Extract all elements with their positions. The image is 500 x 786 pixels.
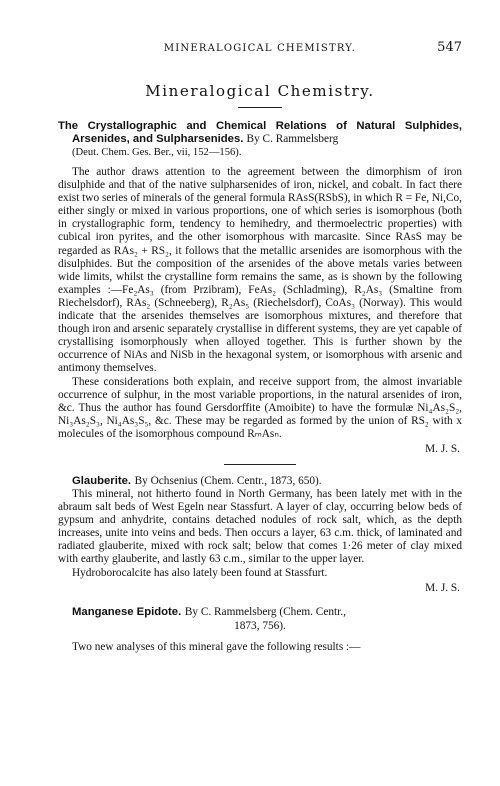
mineral-name: Manganese Epidote.: [72, 605, 182, 618]
article-paragraph: Hydroborocalcite has also lately been found at Stassfurt.: [72, 566, 328, 579]
article-paragraph: Two new analyses of this mineral gave the following results :—: [72, 640, 361, 653]
article-paragraph: The author draws attention to the agreement between the dimorphism of iron disulphide and that of the native sulpharsenides of iron, nickel, and cobalt. In fact there exist two series of minerals of the general formula RAsS(RSbS), in which R = Fe, Ni,Co, either singly or mixed in various proportions, one of which series is isomorphous (both in crystallographic form, tendency to hemihedry, and thermoelectric properties) with cubical iron pyrites, and the other isomorphous with marcasite. Since RAsS may be regarded as RAs₂ + RS₂, it follows that the metallic arsenides are isomorphous with the disulphides. But the composition of the arsenides of the above metals varies between wide limits, whilst the crystalline form remains the same, as is shown by the following examples :—Fe₂As₃ (from Przibram), FeAs₂ (Schladming), R₂As₃ (Smaltine from Riechelsdorf), RAs₂ (Schneeberg), R₂As₅ (Riechelsdorf), CoAs₃ (Norway). This would indicate that the arsenides themselves are isomorphous mixtures, and therefore that though iron and arsenic separately crystallise in different systems, they are yet capable of crystallising isomorphously when alloyed together. This is further shown by the occurrence of NiAs and NiSb in the hexagonal system, or isomorphous with arsenic and antimony themselves.: [58, 166, 462, 375]
article-byline: By Ochsenius (Chem. Centr., 1873, 650).: [134, 474, 322, 487]
author-initials: M. J. S.: [425, 442, 460, 455]
article-heading: [58, 605, 462, 619]
article-title-text: The Crystallographic and Chemical Relations of Natural Sulphides, Arsenides, and Sulpharsenides.: [58, 120, 462, 145]
article-manganese-epidote: [58, 605, 462, 654]
article-crystallographic-relations: [58, 120, 462, 456]
article-divider: [224, 464, 296, 465]
article-paragraph: This mineral, not hitherto found in North Germany, has been lately met with in the abraum salt beds of West Egeln near Stassfurt. A layer of clay, occurring below beds of gypsum and anhydrite, contains detached nodules of rock salt, which, as the depth increases, unite into veins and beds. Then occurs a layer, 63 c.m. thick, of laminated and radiated glauberite, mixed with rock salt; below that comes 1·26 meter of clay mixed with earthy glauberite, and lastly 63 c.m., similar to the upper layer.: [58, 487, 462, 566]
page-number: 547: [437, 40, 462, 55]
running-title: MINERALOGICAL CHEMISTRY.: [163, 43, 357, 54]
article-byline: By C. Rammelsberg (Chem. Centr.,: [184, 605, 346, 618]
author-initials: M. J. S.: [425, 581, 460, 594]
article-byline-continued: 1873, 756).: [234, 619, 286, 632]
section-divider: [238, 107, 282, 108]
article-paragraph: These considerations both explain, and receive support from, the almost invariable occurrence of sulphur, in the most variable proportions, in the natural arsenides of iron, &c. Thus the author has found Gersdorffite (Amoibite) to have the formulæ Ni₄As₂S₂, Ni₃As₂S₃, Ni₄As₃S₅, &c. These may be regarded as formed by the union of RS₂ with x molecules of the isomorphous compound RₘAsₙ.: [58, 375, 462, 440]
section-title: Mineralogical Chemistry.: [145, 82, 375, 100]
mineral-name: Glauberite.: [72, 474, 132, 487]
article-heading: [58, 474, 462, 488]
running-head: [58, 0, 462, 55]
article-glauberite: [58, 474, 462, 595]
article-citation: (Deut. Chem. Ges. Ber., vii, 152—156).: [72, 147, 242, 158]
article-title: [58, 120, 462, 146]
article-byline: By C. Rammelsberg: [246, 133, 339, 145]
